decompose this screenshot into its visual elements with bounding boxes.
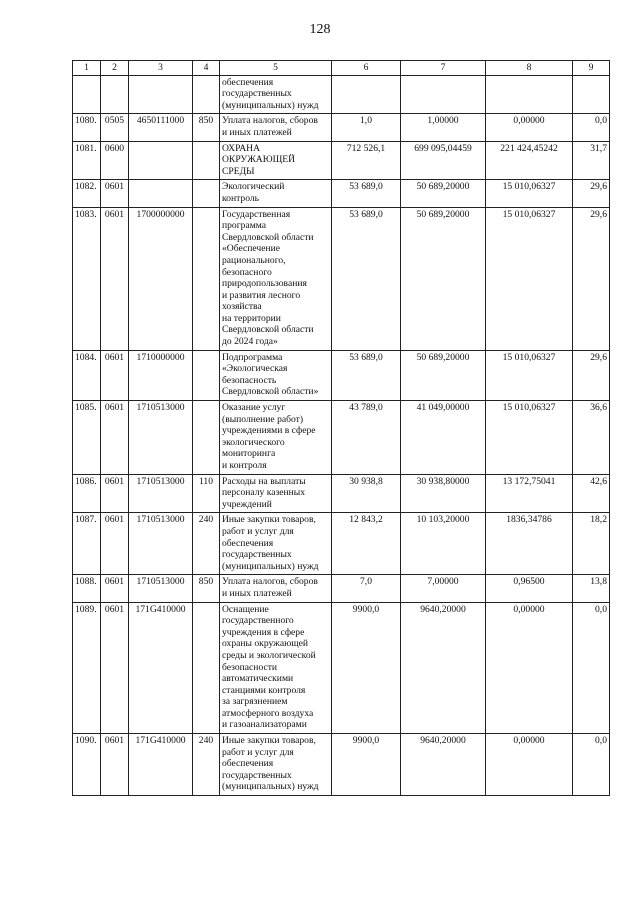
revised-amount-cell: 50 689,20000 [401, 350, 486, 400]
item-name-line: хозяйства [222, 301, 262, 313]
item-name-line: автоматическими [222, 673, 294, 685]
execution-percent-cell: 18,2 [573, 513, 610, 575]
execution-percent-cell: 13,8 [573, 575, 610, 602]
execution-percent-cell: 29,6 [573, 180, 610, 207]
revised-amount-cell: 30 938,80000 [401, 474, 486, 513]
item-name-line: рационального, [222, 254, 286, 266]
item-name-line: Уплата налогов, сборов [222, 576, 318, 588]
table-row [73, 75, 610, 114]
item-name-line: Свердловской области [222, 324, 314, 336]
item-name-line: и контроля [222, 460, 267, 471]
item-name-line: государственного [222, 615, 294, 627]
executed-amount-cell: 1836,34786 [486, 513, 573, 575]
approved-amount-cell: 53 689,0 [332, 180, 401, 207]
item-name-line: Свердловской области [222, 231, 314, 243]
table-row [73, 734, 610, 796]
row-number-cell [73, 75, 101, 114]
approved-amount-cell: 1,0 [332, 114, 401, 141]
table-row [73, 207, 610, 350]
revised-amount-cell: 699 095,04459 [401, 141, 486, 180]
item-name-line: (муниципальных) нужд [222, 781, 319, 793]
executed-amount-cell: 15 010,06327 [486, 180, 573, 207]
item-name-line: Свердловской области» [222, 386, 319, 398]
item-name-line: «Обеспечение [222, 243, 280, 255]
section-code-cell: 0601 [101, 602, 129, 734]
item-name-line: учреждений [222, 498, 272, 510]
section-code-cell: 0601 [101, 575, 129, 602]
executed-amount-cell: 13 172,75041 [486, 474, 573, 513]
section-code-cell: 0601 [101, 513, 129, 575]
item-name-line: Уплата налогов, сборов [222, 115, 318, 127]
expense-type-cell: 850 [193, 114, 220, 141]
column-header: 9 [573, 61, 610, 76]
row-number-cell: 1086. [73, 474, 101, 513]
item-name-line: и иных платежей [222, 587, 292, 599]
expense-type-cell [193, 401, 220, 475]
item-name-line: Оснащение [222, 603, 269, 615]
target-code-cell: 1710000000 [129, 350, 193, 400]
item-name-cell [220, 734, 332, 796]
row-number-cell: 1080. [73, 114, 101, 141]
row-number-cell: 1082. [73, 180, 101, 207]
execution-percent-cell: 0,0 [573, 734, 610, 796]
item-name-line: ОХРАНА [222, 142, 260, 154]
item-name-line: атмосферного воздуха [222, 707, 314, 719]
approved-amount-cell: 9900,0 [332, 734, 401, 796]
target-code-cell: 1710513000 [129, 513, 193, 575]
column-header: 5 [220, 61, 332, 76]
item-name-line: безопасности [222, 661, 278, 673]
revised-amount-cell: 41 049,00000 [401, 401, 486, 475]
item-name-line: и иных платежей [222, 126, 292, 138]
row-number-cell: 1083. [73, 207, 101, 350]
expense-type-cell [193, 207, 220, 350]
section-code-cell: 0601 [101, 734, 129, 796]
expense-type-cell [193, 180, 220, 207]
executed-amount-cell [486, 75, 573, 114]
item-name-line: станциями контроля [222, 684, 306, 696]
item-name-line: учреждениями в сфере [222, 425, 316, 437]
execution-percent-cell: 42,6 [573, 474, 610, 513]
item-name-cell [220, 114, 332, 141]
row-number-cell: 1087. [73, 513, 101, 575]
target-code-cell: 1710513000 [129, 575, 193, 602]
revised-amount-cell: 50 689,20000 [401, 180, 486, 207]
item-name-line: до 2024 года» [222, 336, 278, 348]
section-code-cell: 0601 [101, 401, 129, 475]
item-name-line: Государственная [222, 208, 291, 220]
item-name-line: (муниципальных) нужд [222, 99, 319, 111]
approved-amount-cell: 53 689,0 [332, 350, 401, 400]
budget-table [72, 60, 610, 796]
revised-amount-cell: 1,00000 [401, 114, 486, 141]
item-name-line: Подпрограмма [222, 351, 283, 363]
item-name-line: государственных [222, 88, 292, 100]
item-name-line: «Экологическая [222, 363, 288, 375]
row-number-cell: 1084. [73, 350, 101, 400]
column-header: 3 [129, 61, 193, 76]
section-code-cell: 0505 [101, 114, 129, 141]
table-row [73, 180, 610, 207]
table-row [73, 474, 610, 513]
expense-type-cell [193, 141, 220, 180]
executed-amount-cell: 221 424,45242 [486, 141, 573, 180]
expense-type-cell: 110 [193, 474, 220, 513]
item-name-line: персоналу казенных [222, 487, 306, 499]
item-name-line: охраны окружающей [222, 638, 309, 650]
target-code-cell [129, 141, 193, 180]
table-row [73, 401, 610, 475]
column-header: 7 [401, 61, 486, 76]
item-name-line: мониторинга [222, 448, 276, 460]
item-name-cell [220, 207, 332, 350]
item-name-line: экологического [222, 436, 285, 448]
expense-type-cell [193, 350, 220, 400]
table-header-row [73, 61, 610, 76]
execution-percent-cell [573, 75, 610, 114]
item-name-line: и развития лесного [222, 289, 301, 301]
page-number: 128 [309, 22, 331, 37]
execution-percent-cell: 31,7 [573, 141, 610, 180]
section-code-cell: 0601 [101, 350, 129, 400]
item-name-line: и газоанализаторами [222, 719, 307, 731]
row-number-cell: 1090. [73, 734, 101, 796]
revised-amount-cell: 50 689,20000 [401, 207, 486, 350]
expense-type-cell: 240 [193, 513, 220, 575]
item-name-line: Оказание услуг [222, 402, 286, 414]
table-row [73, 513, 610, 575]
execution-percent-cell: 29,6 [573, 350, 610, 400]
item-name-line: контроль [222, 192, 260, 204]
item-name-line: государственных [222, 549, 292, 561]
expense-type-cell: 850 [193, 575, 220, 602]
row-number-cell: 1088. [73, 575, 101, 602]
item-name-cell [220, 180, 332, 207]
section-code-cell: 0601 [101, 474, 129, 513]
execution-percent-cell: 29,6 [573, 207, 610, 350]
item-name-cell [220, 401, 332, 475]
target-code-cell: 1710513000 [129, 401, 193, 475]
executed-amount-cell: 0,00000 [486, 734, 573, 796]
approved-amount-cell: 712 526,1 [332, 141, 401, 180]
item-name-line: (выполнение работ) [222, 413, 304, 425]
approved-amount-cell: 30 938,8 [332, 474, 401, 513]
item-name-cell [220, 75, 332, 114]
approved-amount-cell: 7,0 [332, 575, 401, 602]
executed-amount-cell: 15 010,06327 [486, 350, 573, 400]
item-name-line: обеспечения [222, 537, 274, 549]
approved-amount-cell: 53 689,0 [332, 207, 401, 350]
execution-percent-cell: 36,6 [573, 401, 610, 475]
item-name-line: Иные закупки товаров, [222, 735, 316, 747]
target-code-cell [129, 180, 193, 207]
item-name-line: СРЕДЫ [222, 165, 255, 177]
item-name-line: природопользования [222, 278, 307, 290]
item-name-line: Экологический [222, 181, 285, 193]
revised-amount-cell: 10 103,20000 [401, 513, 486, 575]
executed-amount-cell: 15 010,06327 [486, 401, 573, 475]
target-code-cell: 171G410000 [129, 602, 193, 734]
column-header: 6 [332, 61, 401, 76]
column-header: 8 [486, 61, 573, 76]
row-number-cell: 1085. [73, 401, 101, 475]
table-row [73, 141, 610, 180]
item-name-cell [220, 350, 332, 400]
approved-amount-cell: 12 843,2 [332, 513, 401, 575]
item-name-cell [220, 474, 332, 513]
section-code-cell: 0600 [101, 141, 129, 180]
item-name-line: Расходы на выплаты [222, 475, 306, 487]
item-name-line: ОКРУЖАЮЩЕЙ [222, 154, 296, 166]
section-code-cell: 0601 [101, 207, 129, 350]
item-name-cell [220, 141, 332, 180]
item-name-line: безопасность [222, 374, 277, 386]
item-name-cell [220, 513, 332, 575]
executed-amount-cell: 15 010,06327 [486, 207, 573, 350]
item-name-cell [220, 575, 332, 602]
execution-percent-cell: 0,0 [573, 114, 610, 141]
item-name-line: обеспечения [222, 758, 274, 770]
row-number-cell: 1089. [73, 602, 101, 734]
table-row [73, 350, 610, 400]
revised-amount-cell: 9640,20000 [401, 734, 486, 796]
approved-amount-cell: 43 789,0 [332, 401, 401, 475]
executed-amount-cell: 0,96500 [486, 575, 573, 602]
item-name-line: за загрязнением [222, 696, 288, 708]
column-header: 1 [73, 61, 101, 76]
section-code-cell: 0601 [101, 180, 129, 207]
item-name-cell [220, 602, 332, 734]
table-row [73, 114, 610, 141]
approved-amount-cell [332, 75, 401, 114]
revised-amount-cell: 9640,20000 [401, 602, 486, 734]
expense-type-cell: 240 [193, 734, 220, 796]
row-number-cell: 1081. [73, 141, 101, 180]
item-name-line: среды и экологической [222, 649, 316, 661]
item-name-line: программа [222, 220, 267, 232]
revised-amount-cell [401, 75, 486, 114]
expense-type-cell [193, 602, 220, 734]
target-code-cell: 4650111000 [129, 114, 193, 141]
item-name-line: обеспечения [222, 76, 274, 88]
table-body [73, 75, 610, 795]
approved-amount-cell: 9900,0 [332, 602, 401, 734]
expense-type-cell [193, 75, 220, 114]
column-header: 2 [101, 61, 129, 76]
item-name-line: безопасного [222, 266, 272, 278]
section-code-cell [101, 75, 129, 114]
target-code-cell: 171G410000 [129, 734, 193, 796]
revised-amount-cell: 7,00000 [401, 575, 486, 602]
item-name-line: учреждения в сфере [222, 626, 305, 638]
item-name-line: Иные закупки товаров, [222, 514, 316, 526]
item-name-line: государственных [222, 769, 292, 781]
executed-amount-cell: 0,00000 [486, 602, 573, 734]
table-row [73, 575, 610, 602]
column-header: 4 [193, 61, 220, 76]
item-name-line: на территории [222, 312, 281, 324]
item-name-line: работ и услуг для [222, 525, 294, 537]
target-code-cell: 1700000000 [129, 207, 193, 350]
table-row [73, 602, 610, 734]
item-name-line: работ и услуг для [222, 746, 294, 758]
target-code-cell: 1710513000 [129, 474, 193, 513]
target-code-cell [129, 75, 193, 114]
item-name-line: (муниципальных) нужд [222, 560, 319, 572]
execution-percent-cell: 0,0 [573, 602, 610, 734]
executed-amount-cell: 0,00000 [486, 114, 573, 141]
